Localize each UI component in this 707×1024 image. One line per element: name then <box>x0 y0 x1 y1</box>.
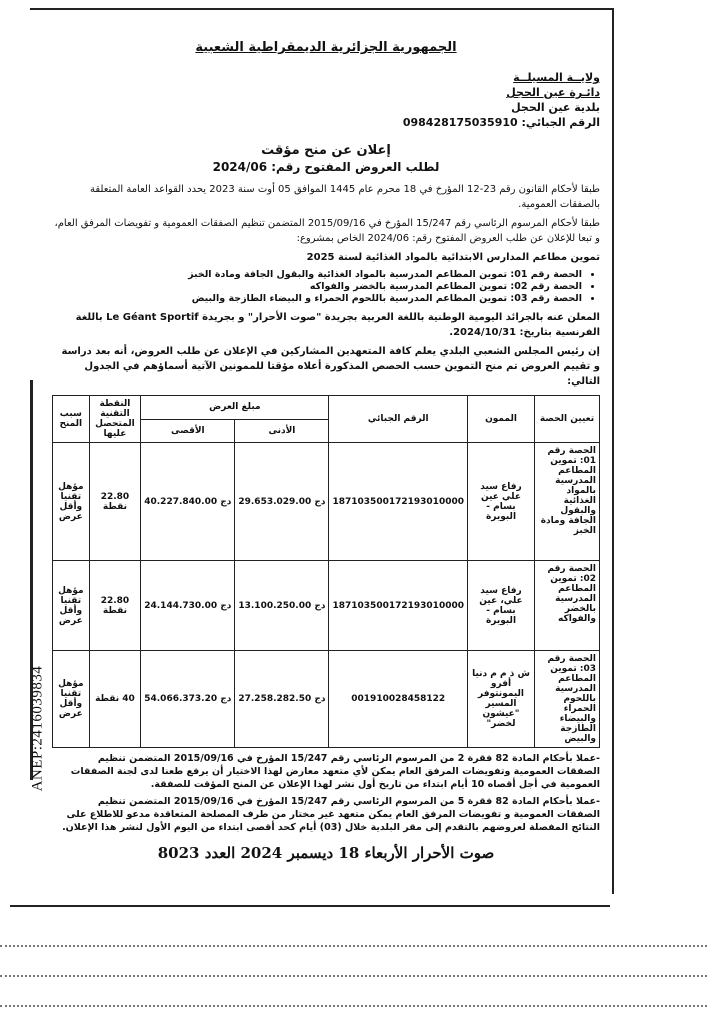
dotted-line <box>0 945 707 947</box>
wilaya: ولايــة المسيلــة <box>513 71 600 84</box>
daira: دائـرة عين الحجل <box>506 86 600 99</box>
project-name: تموين مطاعم المدارس الابتدائية بالمواد الغذائية لسنة 2025 <box>306 252 600 263</box>
cell-score: 40 نقطة <box>89 651 141 748</box>
dotted-line <box>0 975 707 977</box>
intro-law: طبقا لأحكام القانون رقم 23-12 المؤرخ في 18 محرم عام 1445 الموافق 05 أوت سنة 2023 يحدد القواعد العامة المتعلقة بالصفقات العمومية. <box>89 184 600 210</box>
intro-decree: طبقا لأحكام المرسوم الرئاسي رقم 15/247 المؤرخ في 2015/09/16 المتضمن تنظيم الصفقات العمومية و تفويضات المرفق العام، و تبعا للإعلان عن طلب العروض المفتوح رقم: 2024/06 الخاص بمشروع: <box>54 218 600 244</box>
republic-heading: الجمهورية الجزائرية الديمقراطية الشعبية <box>195 40 457 55</box>
cell-score: 22.80 نقطة <box>89 561 141 651</box>
fiscal-id: الرقم الجبائي: 098428175035910 <box>402 116 600 129</box>
cell-max: 24.144.730.00 دج <box>141 561 235 651</box>
list-item: • الحصة رقم 02: تموين المطاعم المدرسية بالخضر والفواكه <box>52 281 582 292</box>
announcement-text: إن رئيس المجلس الشعبي البلدي يعلم كافة المتعهدين المشاركين في الإعلان عن طلب العروض، أنه بعد دراسة و تقييم العروض تم منح التموين حسب الحصص المذكورة أعلاه مؤقتا للممونين الآتية أسماؤهم في الجدول التالي: <box>61 346 600 387</box>
col-reason: سبب المنح <box>53 396 90 443</box>
cell-max: 54.066.373.20 دج <box>141 651 235 748</box>
announcement-document <box>52 40 600 862</box>
table-row <box>53 651 600 748</box>
cell-lot: الحصة رقم 02: تموين المطاعم المدرسية بالخضر والفواكه <box>535 561 600 651</box>
cell-reason: مؤهل تقنيا وأقل عرض <box>53 443 90 561</box>
cell-supplier: رفاع سيد علي عين بسام - البويرة <box>468 443 535 561</box>
cell-reason: مؤهل تقنيا وأقل عرض <box>53 561 90 651</box>
results-table <box>52 395 600 748</box>
page-subtitle: لطلب العروض المفتوح رقم: 2024/06 <box>212 160 440 174</box>
col-lot: تعيين الحصة <box>535 396 600 443</box>
dotted-line <box>0 1005 707 1007</box>
cell-max: 40.227.840.00 دج <box>141 443 235 561</box>
note-appeal: -عملا بأحكام المادة 82 فقرة 2 من المرسوم الرئاسي رقم 15/247 المؤرخ في 2015/09/16 المتضمن تنظيم الصفقات العمومية وتفويضات المرفق العام يمكن لأي متعهد معارض لهذا الاختيار أن يرفع طعنا لدى لجنة الصفقات العمومية في أجل أقصاه 10 أيام ابتداء من تاريخ أول نشر لهذا الإعلان عن المنح المؤقت للصفقة. <box>70 753 600 790</box>
cell-reason: مؤهل تقنيا وأقل عرض <box>53 651 90 748</box>
cell-score: 22.80 نقطة <box>89 443 141 561</box>
table-row <box>53 443 600 561</box>
note-results: -عملا بأحكام المادة 82 فقرة 5 من المرسوم الرئاسي رقم 15/247 المؤرخ في 2015/09/16 المتضمن تنظيم الصفقات العمومية و تفويضات المرفق العام يمكن متعهد غير مختار من طرف المصلحة المتعاقدة مدعو للاطلاع على النتائج المفصلة لعروضهم بالتقدم إلى مقر البلدية خلال (03) أيام كحد أقصى ابتداء من اليوم الأول لنشر هذا الإعلان. <box>62 796 600 833</box>
list-item: • الحصة رقم 01: تموين المطاعم المدرسية بالمواد الغذائية والبقول الجافة ومادة الخبز <box>52 269 582 280</box>
col-min: الأدنى <box>235 419 329 443</box>
cell-supplier: رفاع سيد علي، عين بسام - البويرة <box>468 561 535 651</box>
list-item: • الحصة رقم 03: تموين المطاعم المدرسية باللحوم الحمراء و البيضاء الطازجة والبيض <box>52 293 582 304</box>
col-max: الأقصى <box>141 419 235 443</box>
anep-code: ANEP:2416039834 <box>29 665 46 792</box>
bottom-rule <box>10 905 610 907</box>
col-score: النقطة التقنية المتحصل عليها <box>89 396 141 443</box>
commune: بلدية عين الحجل <box>511 101 600 114</box>
newspaper-footer: صوت الأحرار الأربعاء 18 ديسمبر 2024 العدد 8023 <box>157 844 495 862</box>
lots-list <box>52 269 582 304</box>
table-row <box>53 561 600 651</box>
publication-info: المعلن عنه بالجرائد اليومية الوطنية باللغة العربية بجريدة "صوت الأحرار" و بجريدة Le Géant Sportif باللغة الفرنسية بتاريخ: 2024/10/31. <box>75 312 600 338</box>
cell-tax-id: 001910028458122 <box>329 651 468 748</box>
cell-supplier: ش ذ م م دنيا أفرو اليمونتوفر المسير "عيشون لخضر" <box>468 651 535 748</box>
cell-tax-id: 187103500172193010000 <box>329 561 468 651</box>
cell-min: 13.100.250.00 دج <box>235 561 329 651</box>
cell-min: 29.653.029.00 دج <box>235 443 329 561</box>
page-title: إعلان عن منح مؤقت <box>261 143 391 158</box>
col-supplier: الممون <box>468 396 535 443</box>
col-tax-id: الرقم الجبائي <box>329 396 468 443</box>
cell-min: 27.258.282.50 دج <box>235 651 329 748</box>
cell-lot: الحصة رقم 01: تموين المطاعم المدرسية بالمواد الغذائية والبقول الجافة ومادة الخبز <box>535 443 600 561</box>
cell-lot: الحصة رقم 03: تموين المطاعم المدرسية باللحوم الحمراء والبيضاء الطازجة والبيض <box>535 651 600 748</box>
cell-tax-id: 187103500172193010000 <box>329 443 468 561</box>
col-amount: مبلغ العرض <box>141 396 329 420</box>
